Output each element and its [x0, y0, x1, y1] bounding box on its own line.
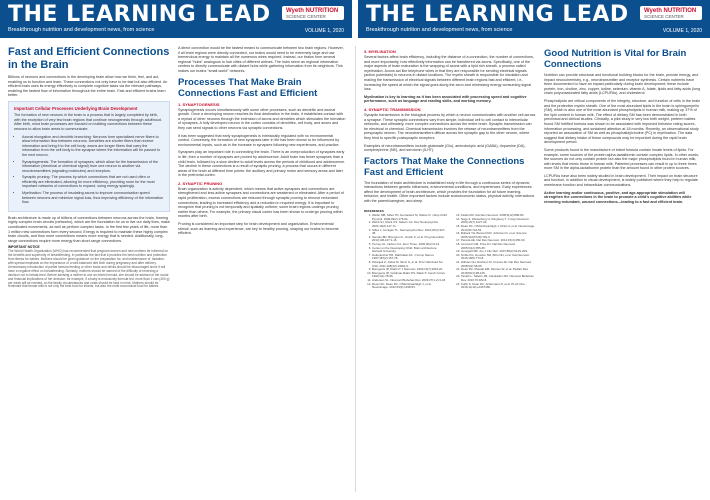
paragraph: Some products found in the manufacture of infant formula contain innate levels of lipids. For example, some sources of the protein alpha-lactalbumin contain complex lipids. In other words, the sources do not only contain protein but also the major phospholipids found in human milk, with levels that mimic those in human milk. Patented processes can result in up to three times more SM in the alpha-lactalbumin protein than the amount found in other protein sources.	[544, 147, 699, 171]
reference-item: 1. Weller MB, Stiles TD, Hernandez M, Weber D. J Exp Child Psychol. 2009;99(2):175-94.	[372, 214, 447, 221]
reference-item: 9. Bourgeois JP, Rakic P. J Neurosci. 1993;13(7):2801-20.	[372, 268, 447, 272]
reference-item: 3. Stiles J, Jernigan TL. Neuropsychol Rev. 2010;20(4):327-48.	[372, 229, 447, 236]
important-notice	[8, 246, 170, 289]
box-title: Important Cellular Processes Underlying Brain Development	[14, 105, 138, 111]
paragraph: LCPUFAs have also been widely studied in brain development. Their impact on brain structure and function, in addition to visual development, is widely published where they help to regulate membrane function and intracellular communications.	[544, 173, 698, 188]
notice-text: The World Health Organization (WHO) has recommended that pregnant women and new mothers be informed on the benefits and superiority of breastfeeding. In particular the fact that it provides the best nutrition and protection from illness for babies. Mothers should be given guidance on the preparation for, and maintenance of, lactation, with special emphasis on the importance of a well-balanced diet both during pregnancy and after delivery. Unnecessary introduction of partial formula feeding or other foods and drinks should be discouraged since it will have a negative effect on breastfeeding. Similarly, mothers should be warned of the difficulty of reversing a decision not to breast-feed. Before advising a mother to use an infant formula, she should be advised of the social and financial implications of her decision: for example, if a baby is exclusively formula fed, more than 1 can (400 g) per week will be needed, so the family circumstances and costs should be kept in mind. Mothers should be reminded that breast milk is not only the best food for infants, but also the most economical food for babies.	[8, 249, 170, 289]
right-column-1	[364, 46, 536, 290]
references-list-b	[453, 214, 536, 289]
left-column-1	[8, 46, 170, 289]
masthead-subtitle: Breakthrough nutrition and development news, from science	[8, 27, 155, 33]
reference-item: 19. Georgieff MK. Am J Clin Nutr. 2007;85(2):614S-20S.	[461, 250, 536, 254]
list-item: • Synaptogenesis: The formation of synapses, which allow for the transmission of the information (electrical or chemical signal) from one neuron to another via neurotransmitters (signaling molecules) and receptors.	[22, 160, 164, 174]
notice-title: IMPORTANT NOTICE	[8, 245, 40, 250]
subsection-heading: 1. SYNAPTOGENESIS	[178, 101, 220, 107]
masthead-title: THE LEARNING LEAD	[8, 2, 271, 27]
reference-item: 17. Pereda AE. Nat Rev Neurosci. 2014;15(4):250-63.	[461, 239, 536, 243]
intro-paragraph: Billions of neurons and connections in the developing brain allow how we think, feel, and act, enabling us to function and learn. These connections not only have to be fast but also efficient. An efficient brain uses its energy effectively to complete cognitive tasks via the relevant pathways, enabling the fastest flow of information throughout the entire brain. Fast and efficient brains learn better.	[8, 75, 168, 98]
reference-item: 16. Bullock TH, Bennett MV, Johnston D, et al. Science. 2005;310(5749):791-3.	[461, 232, 536, 239]
left-page-header	[0, 0, 352, 38]
wyeth-logo	[282, 6, 344, 20]
reference-item: 23. Tarokh L, Saletin JM, Carskadon MA. Neurosci Biobehav Rev. 2016;70:182-8.	[461, 275, 536, 282]
list-item: • Myelination: The process of insulating axons to improve communication speed between neurons and minimize signal loss, thus improving efficiency of the information flow.	[22, 191, 164, 205]
reference-item: 12. Deoni SC, Dean DC, O'Muircheartaigh J, et al. Neuroimage. 2012;63(3):1038-53.	[372, 283, 447, 290]
reference-item: 13. Fields RD. Nat Rev Neurosci. 2008;9(12):868-80.	[461, 214, 536, 218]
paragraph: Synaptic transmission is the biological process by which a neuron communicates with another cell across a synapse. These synaptic connections vary from simple, individual cell to cell contact to intercellular networks, and ultimately, more complex connections across the entire brain. Synaptic transmission can be electrical or chemical. Chemical transmission involves the release of neurotransmitters from the presynaptic neuron. The neurotransmitters diffuse across the synaptic gap to the other neuron, where they bind to specific postsynaptic receptors.	[364, 112, 536, 140]
section-title: Processes That Make Brain Connections Fast and Efficient	[178, 76, 318, 99]
subsection-heading: 4. SYNAPTIC TRANSMISSION	[364, 106, 421, 112]
paragraph: Synapses play an important role in connecting the brain. There is an overproduction of synapses early in life, then a number of synapses are pruned by adolescence. Adult brain has fewer synapses than a child brain, followed by a slow decline to adult levels across the periods of childhood and adolescence. The decline in these connections is a result of synaptic pruning, a process that occurs in different areas of the brain at different time points: the auditory and primary motor and sensory areas and later in the prefrontal cortex.	[178, 150, 346, 178]
reference-item: 21. Hillman CH, Erickson KI, Kramer AF. Nat Rev Neurosci. 2008;9(1):58-65.	[461, 261, 536, 268]
paragraph: It has been suggested that early synaptogenesis is intrinsically regulated with no environmental control. Conversely, the formation of new synapses later in life has been shown to be influenced by environmental inputs, such as in the increase in synapses following new experiences, and practice.	[178, 133, 340, 147]
subsection-heading: 2. SYNAPTIC PRUNING	[178, 180, 223, 186]
reference-item: 22. Dean DC, Planalp EM, Wooten W, et al. Pediatr Res. 2018;84(1):98-105.	[461, 268, 536, 275]
paragraph: Myelination is key to learning as it has been associated with processing speed and cognitive performance, such as language and reading skills, and working memory.	[364, 94, 527, 104]
wyeth-logo	[640, 6, 702, 20]
reference-item: 6. Center on the Developing Child. Brain architecture. Harvard University.	[372, 247, 447, 254]
cellular-processes-box	[8, 101, 170, 212]
reference-item: 11. Andersen SL. Neurosci Biobehav Rev. 2003;27(1-2):3-18.	[372, 279, 447, 283]
logo-line2: SCIENCE CENTER	[286, 14, 326, 19]
left-column-2	[178, 46, 346, 239]
reference-item: 5. Tierney AL, Nelson CA. Zero Three. 2009;30(2):9-13.	[372, 243, 447, 247]
hub-paragraph: A direct connection would be the fastest means to communicate between two brain regions. However, if all brain regions were directly connected, our brains would need to be extremely large and use tremendous energy to maintain all the numerous wires required. Instead, our brains form several regional "hubs" analogous to hub cities of different airlines. The hubs serve as regional information centers to directly communicate with distant hubs while gathering information from its neighbors. This makes our brains "small-world" networks.	[178, 46, 344, 73]
paragraph: Phospholipids are critical components of the integrity, structure, and function of cells in the brain and the protective myelin sheath. One of the most abundant lipids in the brain is sphingomyelin (SM), which is also one of the most abundant phospholipids in human milk, making up 37% of the lipid content in human milk. The effect of dietary SM has been demonstrated in both preclinical and clinical studies. Clinically, a pilot study in very low birth weight, preterm babies found SM fortified formula was shown to be associated with improved behavior rating scores, information processing, and sustained attention at 18 months. Recently, an observational study reported an association of SM as well as phosphatidylcholine (PC) in myelination. The data suggest that dietary intake of these compounds may be important during the rapid brain development period.	[544, 98, 701, 145]
list-item: • Axonal elongation and dendritic branching: Neurons form specialized nerve fibers to allow information flow between neurons. Dendrites are shorter fibers that receive information and bring it to the cell body; axons are longer fibers that carry the information from the cell body to the synapse where the information will be passed to the next neuron.	[22, 135, 164, 158]
right-page-header	[358, 0, 710, 38]
reference-item: 4. Semple BD, Blomgren K, Gimlin K, et al. Prog Neurobiol. 2013;106-107:1-16.	[372, 236, 447, 243]
reference-item: 7. Huttenlocher PR, Dabholkar AS. J Comp Neurol. 1997;387(2):167-78.	[372, 254, 447, 261]
paragraph: Several factors affect brain efficiency, including the distance of a connection, the number of connections, and more importantly, how effectively information can be transferred via axons. Specifically, one of the major aspects of brain maturation is the wrapping of axons with a lipid rich sheath, a process called myelination. Axons act like telephone wires in that they are responsible for sending electrical signals (action potentials) to neurons in distant locations. The myelin sheath is responsible for insulation and making the transmission of electrical signals between different brain regions fast and efficient, i.e., increasing the speed at which the signal goes along the axon and minimizing energy consuming signal loss.	[364, 55, 534, 92]
reference-item: 14. Nagy Z, Westerberg H, Klingberg T. J Cogn Neurosci. 2004;16(7):1227-33.	[461, 218, 536, 225]
brain-architecture-paragraph: Brain architecture is made up of billions of connections between neurons across the brain, forming highly complex brain circuits (networks), which are the foundation for us to live our daily lives, make coordinated movements, as well as perform complex tasks. In the first few years of life, more than 1 million new connections form every second. Energy is required to maintain these highly complex brain circuits, and thus more connections means more energy that is needed. Additionally, long-range connections require more energy than short-range connections.	[8, 215, 170, 243]
paragraph: Examples of neurotransmitters include glutamate (Glu), aminobutyric acid (GABA), dopamine (DA), norepinephrine (NE), and serotonin (5-HT).	[364, 143, 526, 153]
list-item: • Synaptic pruning: The process by which connections that are not used often or efficiently are eliminated, allowing for more efficiency, providing room for the most important networks of connections to expand, using energy sparingly.	[22, 175, 164, 189]
reference-item: 2. Webb SJ, Monk CS, Nelson CA. Dev Neuropsychol. 2001;19(2):147-71.	[372, 221, 447, 228]
paragraph: Active learning and/or continuous, positive, and age-appropriate stimulation will strengthen the connections in the brain to promote a child's cognitive abilities while removing redundant, unused connections—leading to a fast and efficient brain.	[544, 190, 692, 204]
page-gutter	[355, 46, 356, 492]
right-column-2	[544, 46, 702, 207]
masthead-subtitle: Breakthrough nutrition and development news, from science	[366, 27, 513, 33]
reference-item: 10. Bourgeois JP, Goldman-Rakic PS, Rakic P. Cereb Cortex. 1994;4(1):78-96.	[372, 272, 447, 279]
paragraph: Pruning is considered an important step for brain development and organization. Environmental stimuli, such as learning and experience, are key to healthy pruning, shaping our brains to become efficient.	[178, 222, 339, 236]
section-title: Good Nutrition is Vital for Brain Connections	[544, 48, 687, 70]
reference-item: 24. Kurth S, Dean DC, Achermann P, et al. PLoS One. 2016;11(12):e0167366.	[461, 283, 536, 290]
logo-line1: Wyeth NUTRITION	[286, 8, 339, 14]
paragraph: The foundation of brain architecture is established early in life through a continuous series of dynamic interactions between genetic influences, environmental conditions, and experiences. Early experiences affect the development of brain architecture, which provides the foundation for all future learning, behavior, and health. Other important factors include socioeconomic status, physical activity, interactions with the parent/caregiver, and sleep.	[364, 180, 535, 204]
logo-line2: SCIENCE CENTER	[644, 14, 684, 19]
reference-item: 20. Noble KG, Houston SM, Brito NH, et al. Nat Neurosci. 2015;18(5):773-8.	[461, 254, 536, 261]
section-title: Factors That Make the Connections Fast and Efficient	[364, 155, 525, 178]
article-title: Fast and Efficient Connections in the Brain	[8, 46, 170, 71]
references	[364, 210, 536, 290]
references-list-a	[364, 214, 447, 289]
volume-label: VOLUME 1, 2020	[662, 28, 702, 34]
references-title: REFERENCES	[364, 208, 384, 213]
reference-item: 18. Innocenti GM, Price DJ. Nat Rev Neurosci. 2005;6(12):955-65.	[461, 243, 536, 250]
volume-label: VOLUME 1, 2020	[304, 28, 344, 34]
paragraph: Synaptogenesis occurs simultaneously with some other processes, such as dendritic and axonal growth. Once a developing neuron reaches its final destination in the brain, it establishes contact with a myriad of other neurons through the extension of axons and dendrites which stimulates the formation of synapses. A fully developed neuron in the cortex consists of dendrites, cell body, and axons and they can send signals to other neurons via synaptic connections.	[178, 107, 346, 130]
process-list	[14, 135, 164, 205]
paragraph: Brain organization is activity dependent, which means that active synapses and connections are strengthened and less active synapses and connections are weakened or eliminated. After a period of rapid proliferation, excess connections are reduced through synaptic pruning to remove redundant connections, leading to increased efficiency and a reduction in required energy. It is important to recognize that pruning is not temporally and spatially uniform; some brain regions undergo pruning earlier than others. For example, the primary visual cortex has been shown to undergo pruning within months after birth.	[178, 186, 344, 219]
reference-item: 8. Petanjek Z, Judas M, Simic G, et al. Proc Natl Acad Sci USA. 2011;108(32):13281-6.	[372, 261, 447, 268]
logo-line1: Wyeth NUTRITION	[644, 8, 697, 14]
masthead-title: THE LEARNING LEAD	[366, 2, 629, 27]
subsection-heading: 3. MYELINATION	[364, 49, 396, 54]
box-intro: The formation of new neurons in the brain is a process that is largely completed by birth, with the exception of very few brain regions that continue neurogenesis through adulthood. After birth, most brain processes are focused on building connections between these neurons to allow brain areas to communicate.	[14, 113, 162, 131]
reference-item: 15. Dean DC, O'Muircheartaigh J, Dirks H, et al. Neuroimage. 2014;84:742-52.	[461, 225, 536, 232]
paragraph: Nutrition can provide structural and functional building blocks for the brain, provide energy, and impact neurochemistry, e.g., neurotransmitter and receptor synthesis. Certain nutrients have been documented to have an impact particularly during brain development; these include protein, iron, choline, zinc, copper, iodine, selenium, vitamin A, folate, lipids and fatty acids (long chain polyunsaturated fatty acids (LCPUFAs), and cholesterol.	[544, 73, 701, 96]
